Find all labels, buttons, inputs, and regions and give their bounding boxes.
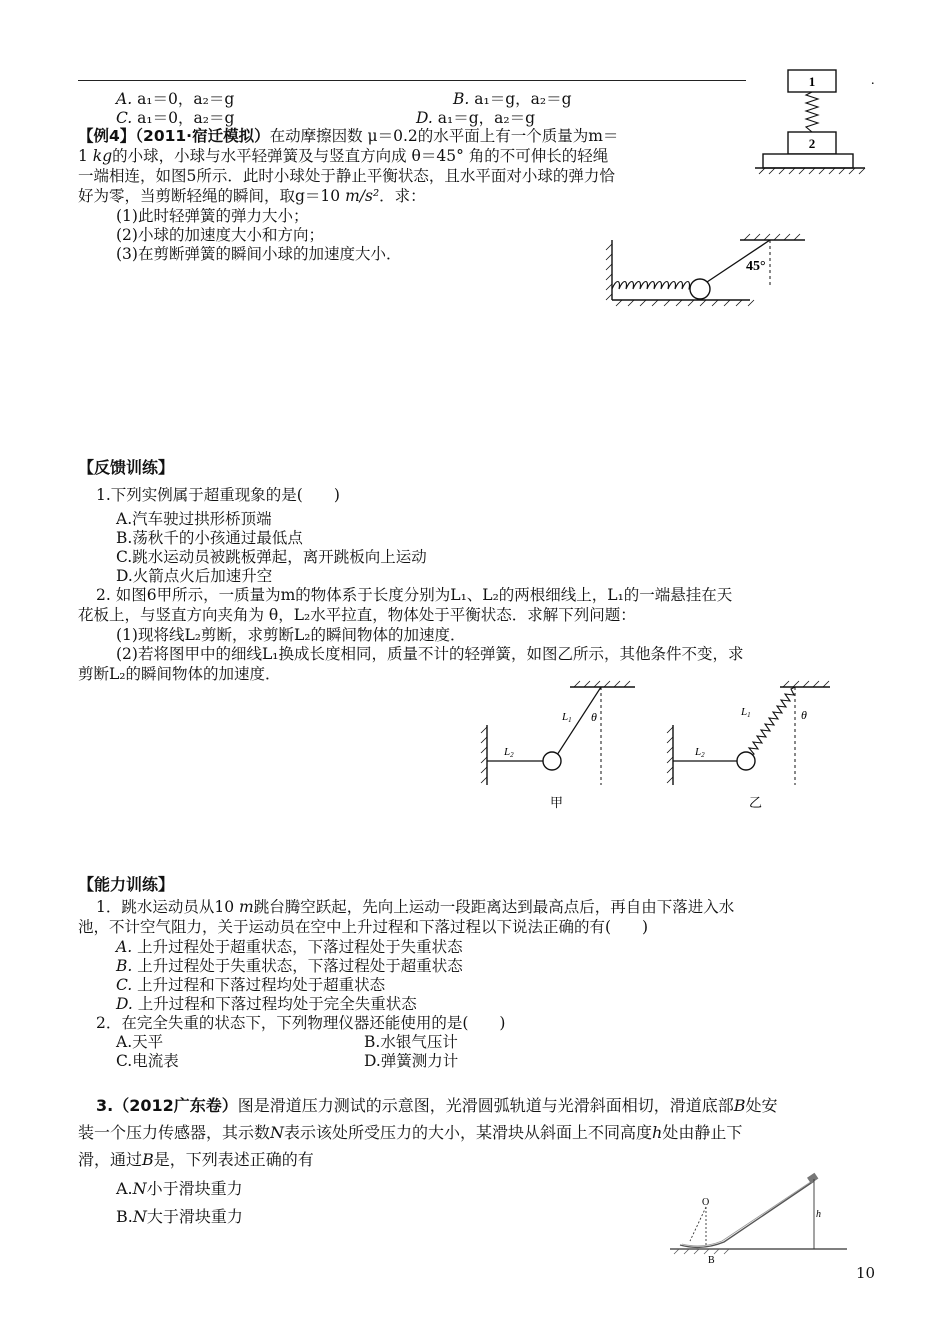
label-theta: θ	[801, 708, 807, 722]
feedback-q1-a: A.汽车驶过拱形桥顶端	[116, 510, 272, 528]
page-number: 10	[856, 1264, 876, 1282]
radius-slant	[690, 1207, 706, 1241]
feedback-q1-b: B.荡秋千的小孩通过最低点	[116, 529, 303, 547]
feedback-q2-line1: 2. 如图6甲所示，一质量为m的物体系于长度分别为L₁、L₂的两根细线上，L₁的一端悬挂在天	[96, 586, 733, 604]
option-d: D. a₁＝g，a₂＝g	[416, 109, 536, 127]
figure-slide-track	[662, 1165, 862, 1265]
spring	[612, 282, 690, 290]
label-h: h	[816, 1209, 821, 1220]
label-l1: L1	[562, 711, 572, 724]
feedback-q1-d: D.火箭点火后加速升空	[116, 567, 273, 585]
feedback-q1: 1.下列实例属于超重现象的是( )	[96, 486, 340, 504]
ability-q1-line2: 池，不计空气阻力，关于运动员在空中上升过程和下落过程以下说法正确的有( )	[78, 918, 649, 936]
ability-q1-b: B. 上升过程处于失重状态，下落过程处于超重状态	[116, 957, 463, 975]
ability-q2-a: A.天平	[116, 1033, 164, 1051]
ceiling-hatch	[783, 681, 829, 687]
example4-q1: (1)此时轻弹簧的弹力大小；	[116, 207, 309, 225]
option-c: C. a₁＝0，a₂＝g	[116, 109, 235, 127]
ability-q3-line1: 3.（2012广东卷）图是滑道压力测试的示意图，光滑圆弧轨道与光滑斜面相切，滑道底部B处安	[96, 1096, 778, 1115]
ceiling-hatch	[744, 234, 800, 240]
block-2-label: 2	[808, 136, 816, 151]
example4-line2: 1 kg的小球，小球与水平轻弹簧及与竖直方向成 θ＝45° 角的不可伸长的轻绳	[78, 147, 609, 165]
example4-line1: 【例4】（2011·宿迁模拟）在动摩擦因数 μ＝0.2的水平面上有一个质量为m＝	[78, 127, 619, 145]
ground-hatch	[674, 1249, 729, 1254]
figure-6-yi	[655, 675, 835, 815]
option-a: A. a₁＝0，a₂＝g	[116, 90, 235, 108]
ability-q2-b: B.水银气压计	[364, 1033, 458, 1051]
angle-label: 45°	[746, 259, 766, 274]
track	[680, 1181, 814, 1247]
spring-l1	[749, 687, 795, 755]
mass	[737, 752, 755, 770]
ability-q2-c: C.电流表	[116, 1052, 179, 1070]
mass	[543, 752, 561, 770]
figure-stacked-blocks	[755, 62, 885, 177]
example4-q3: (3)在剪断弹簧的瞬间小球的加速度大小．	[116, 245, 402, 263]
label-b: B	[708, 1255, 715, 1266]
ability-q3-a: A.N小于滑块重力	[116, 1179, 243, 1198]
ability-q1-a: A. 上升过程处于超重状态，下落过程处于失重状态	[116, 938, 463, 956]
option-b: B. a₁＝g，a₂＝g	[453, 90, 572, 108]
ability-q1-line1: 1．跳水运动员从10 m跳台腾空跃起，先向上运动一段距离达到最高点后，再自由下落进入水	[96, 898, 735, 916]
floor-hatch	[759, 168, 865, 174]
base-plate	[763, 154, 853, 168]
label-l2: L2	[504, 746, 514, 759]
example4-q2: (2)小球的加速度大小和方向；	[116, 226, 324, 244]
label-jia: 甲	[550, 795, 564, 810]
wall-hatch	[481, 727, 487, 783]
feedback-q2-part1: (1)现将线L₂剪断，求剪断L₂的瞬间物体的加速度．	[116, 626, 466, 644]
wall-hatch	[667, 727, 673, 783]
ability-q1-c: C. 上升过程和下落过程均处于超重状态	[116, 976, 386, 994]
ability-q1-d: D. 上升过程和下落过程均处于完全失重状态	[116, 995, 417, 1013]
example4-line3: 一端相连，如图5所示．此时小球处于静止平衡状态，且水平面对小球的弹力恰	[78, 167, 615, 185]
feedback-q1-c: C.跳水运动员被跳板弹起，离开跳板向上运动	[116, 548, 427, 566]
ability-q3-line3: 滑，通过B是，下列表述正确的有	[78, 1150, 314, 1169]
track-inner	[682, 1181, 812, 1246]
feedback-q2-part2: (2)若将图甲中的细线L₁换成长度相同，质量不计的轻弹簧，如图乙所示，其他条件不变，求	[116, 645, 744, 663]
figure-6-jia	[470, 675, 640, 815]
wall-hatch	[606, 244, 612, 300]
ability-q3-line2: 装一个压力传感器，其示数N表示该处所受压力的大小，某滑块从斜面上不同高度h处由静止下	[78, 1123, 743, 1142]
ability-heading: 【能力训练】	[78, 875, 175, 894]
label-l2: L2	[695, 746, 705, 759]
feedback-q2-line2: 花板上，与竖直方向夹角为 θ，L₂水平拉直，物体处于平衡状态．求解下列问题：	[78, 606, 636, 624]
label-yi: 乙	[749, 795, 763, 810]
figure-5-spring-ball	[600, 230, 810, 310]
top-rule	[78, 80, 746, 81]
example4-line4: 好为零，当剪断轻绳的瞬间，取g＝10 m/s²．求：	[78, 187, 426, 205]
feedback-q2-part2-cont: 剪断L₂的瞬间物体的加速度．	[78, 665, 281, 683]
ability-q3-b: B.N大于滑块重力	[116, 1207, 243, 1226]
label-o: O	[702, 1197, 710, 1208]
spring	[806, 92, 818, 132]
label-theta: θ	[591, 710, 597, 724]
feedback-heading: 【反馈训练】	[78, 458, 175, 477]
ability-q2-d: D.弹簧测力计	[364, 1052, 459, 1070]
label-l1: L1	[741, 706, 751, 719]
slider-block	[807, 1173, 818, 1184]
ceiling-hatch	[574, 681, 630, 687]
ground-hatch	[616, 300, 754, 306]
block-1-label: 1	[808, 74, 816, 89]
corner-dot: .	[871, 73, 875, 88]
ability-q2: 2．在完全失重的状态下，下列物理仪器还能使用的是( )	[96, 1014, 506, 1032]
